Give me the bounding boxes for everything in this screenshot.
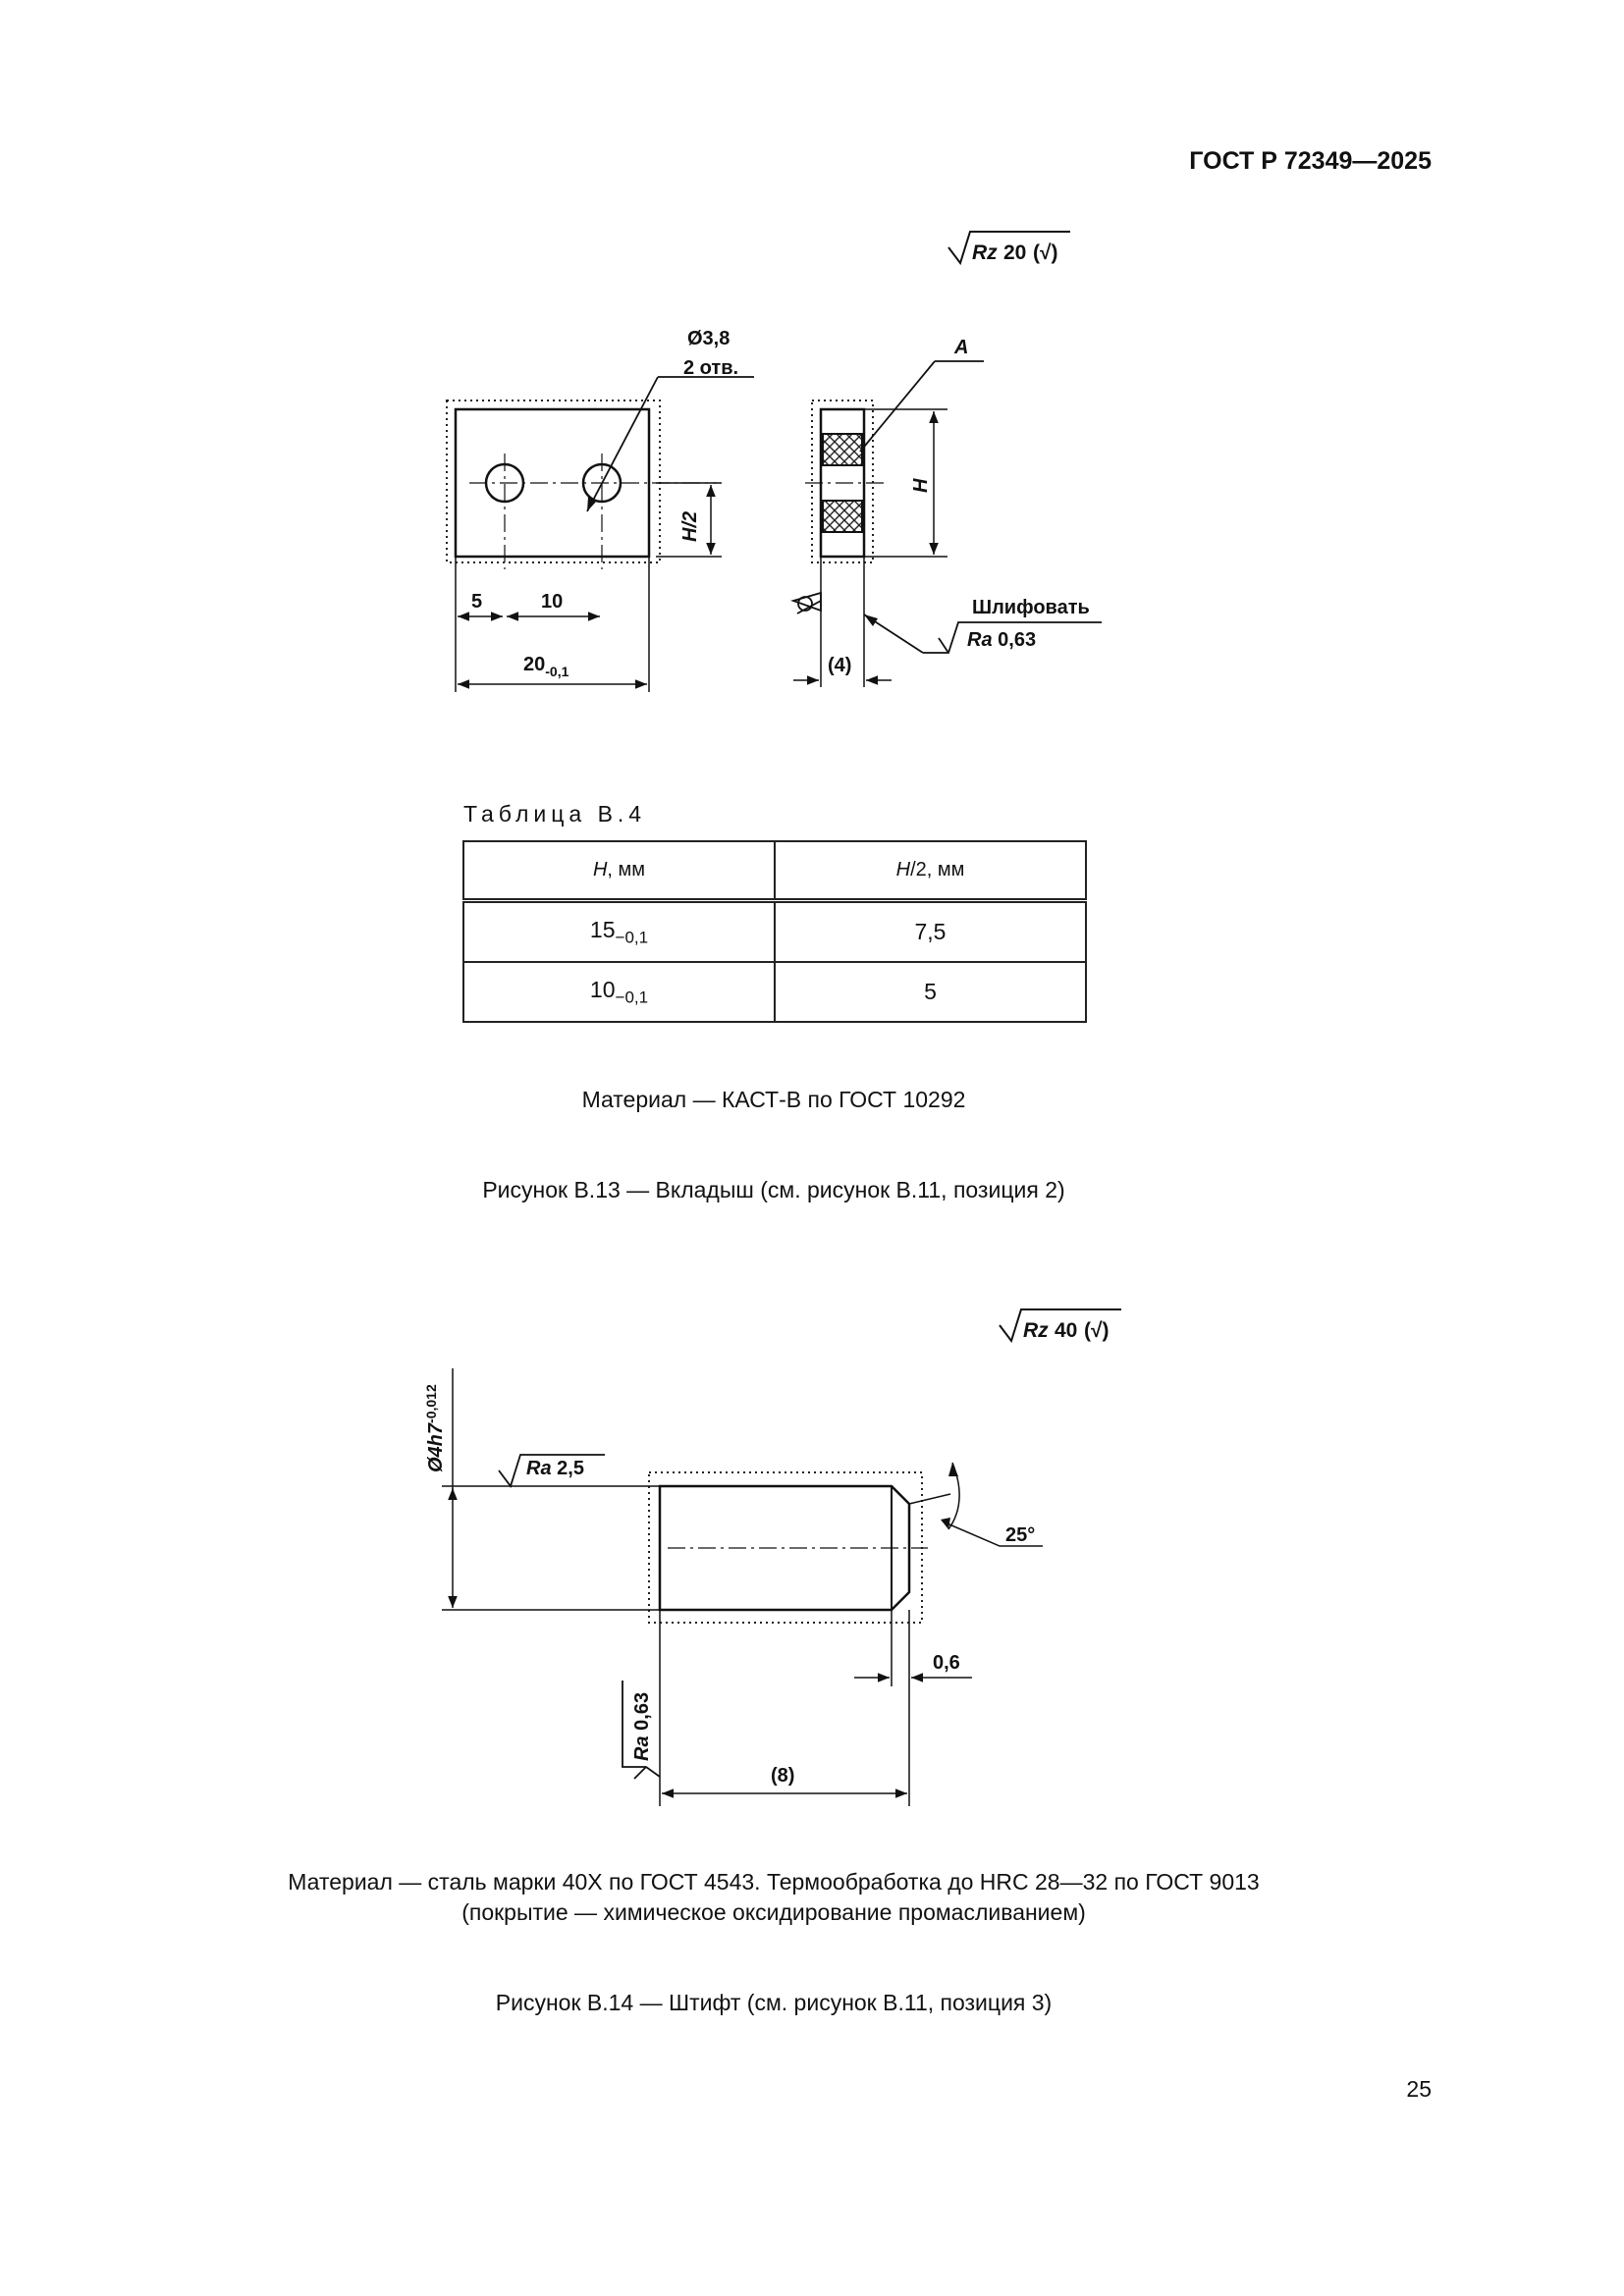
- roughness-end-label: Ra 0,63: [631, 1691, 653, 1761]
- pin-view: [649, 1472, 928, 1623]
- cell-half-h: 7,5: [775, 901, 1086, 963]
- half-height-label: H/2: [679, 510, 701, 542]
- page-number: 25: [1406, 2076, 1432, 2102]
- roughness-param: Rz: [1023, 1319, 1049, 1342]
- roughness-general-symbol: [1000, 1309, 1121, 1342]
- roughness-value: 40: [1055, 1319, 1078, 1342]
- header-half-h: H/2, мм: [775, 841, 1086, 901]
- figure-b14-drawing: [0, 1276, 1624, 1826]
- figure-caption-b14: Рисунок В.14 — Штифт (см. рисунок В.11, позиция 3): [495, 1990, 1053, 2015]
- dim-5-label: 5: [471, 591, 483, 613]
- angle-label: 25°: [1005, 1524, 1036, 1546]
- roughness-param: Rz: [972, 241, 998, 264]
- hole-count-label: 2 отв.: [683, 357, 739, 379]
- header-h: H, мм: [463, 841, 775, 901]
- roughness-value: 20: [1003, 241, 1027, 264]
- diameter-label: $Ø4h7^{-0,012}$: [423, 1384, 447, 1472]
- roughness-suffix: (√): [1033, 241, 1058, 264]
- insert-front-view: [447, 377, 754, 569]
- insert-side-view: [793, 361, 1102, 687]
- hole-diameter-label: Ø3,8: [687, 328, 731, 349]
- table-b4: [462, 840, 1087, 1023]
- dim-10-label: 10: [541, 591, 564, 613]
- height-label: H: [910, 478, 932, 493]
- length-label: (8): [771, 1765, 795, 1787]
- table-caption: Таблица В.4: [463, 801, 647, 827]
- chamfer-label: 0,6: [933, 1652, 960, 1674]
- section-mark-label: A: [954, 337, 969, 358]
- dim-chamfer: [854, 1610, 972, 1806]
- table-header-row: [463, 841, 1086, 901]
- cell-half-h: 5: [775, 962, 1086, 1022]
- grind-label: Шлифовать: [972, 597, 1090, 618]
- roughness-cyl-label: Ra 2,5: [526, 1458, 584, 1479]
- cell-h: $15_{-0,1}$: [463, 901, 775, 963]
- figure-b13-drawing: [0, 0, 1624, 746]
- table-row: [463, 962, 1086, 1022]
- roughness-general-symbol: [948, 232, 1070, 264]
- dim-width-label: $20_{-0,1}$: [523, 654, 569, 679]
- dim-diameter: [442, 1368, 660, 1610]
- roughness-suffix: (√): [1084, 1319, 1110, 1342]
- document-header: ГОСТ Р 72349—2025: [1189, 147, 1432, 175]
- material-note-b14-line1: Материал — сталь марки 40Х по ГОСТ 4543. Термообработка до HRC 28—32 по ГОСТ 9013: [288, 1869, 1260, 1895]
- thickness-label: (4): [828, 655, 852, 676]
- material-note-b14-line2: (покрытие — химическое оксидирование промасливанием): [461, 1899, 1086, 1925]
- cell-h: $10_{-0,1}$: [463, 962, 775, 1022]
- figure-caption-b13: Рисунок В.13 — Вкладыш (см. рисунок В.11, позиция 2): [482, 1177, 1065, 1202]
- table-row: [463, 901, 1086, 963]
- material-note-b13: Материал — КАСТ-В по ГОСТ 10292: [581, 1087, 966, 1112]
- grind-roughness-label: Ra 0,63: [967, 629, 1037, 651]
